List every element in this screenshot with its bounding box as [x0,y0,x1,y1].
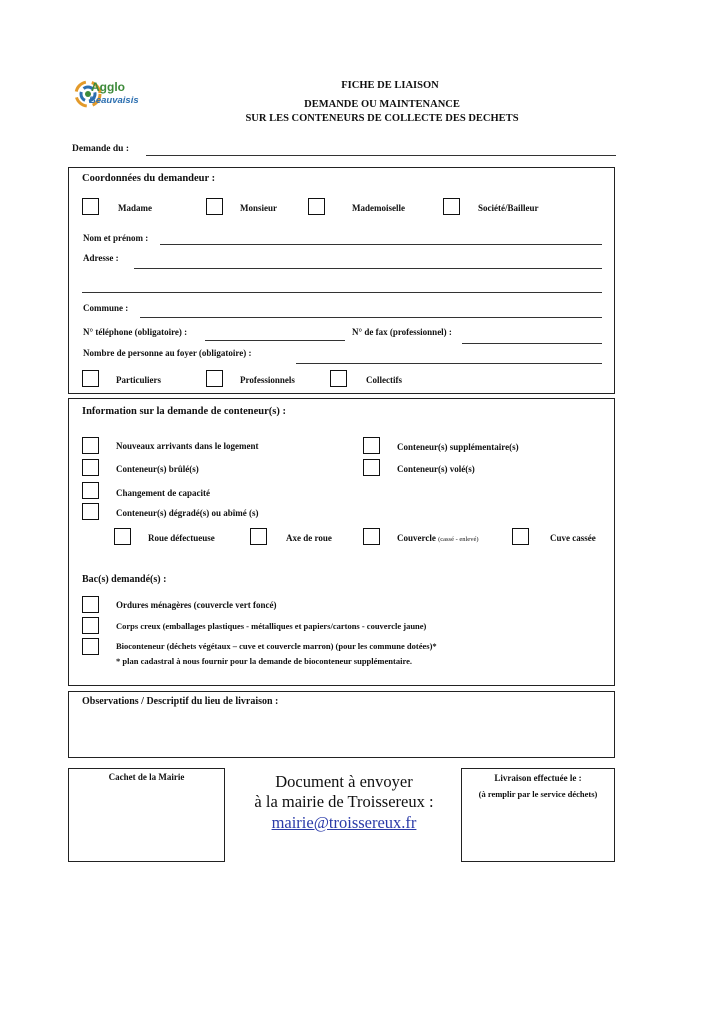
label-particuliers: Particuliers [116,375,161,385]
checkbox-mademoiselle[interactable] [308,198,325,215]
checkbox-bioconteneur[interactable] [82,638,99,655]
checkbox-collectifs[interactable] [330,370,347,387]
bac-title: Bac(s) demandé(s) : [82,574,167,585]
checkbox-supplementaire[interactable] [363,437,380,454]
email-link[interactable]: mairie@troissereux.fr [271,813,417,832]
checkbox-cuve[interactable] [512,528,529,545]
label-mademoiselle: Mademoiselle [352,203,405,213]
header-line1: FICHE DE LIAISON [341,80,439,91]
label-ordures: Ordures ménagères (couvercle vert foncé) [116,600,277,610]
label-couvercle [397,533,479,543]
fax-field[interactable] [462,343,602,344]
checkbox-capacite[interactable] [82,482,99,499]
label-commune: Commune : [83,303,129,313]
checkbox-madame[interactable] [82,198,99,215]
label-vole: Conteneur(s) volé(s) [397,464,475,474]
livraison-note: (à remplir par le service déchets) [478,789,598,799]
label-capacite: Changement de capacité [116,488,210,498]
label-nouveaux-arrivants: Nouveaux arrivants dans le logement [116,441,259,451]
nom-field[interactable] [160,244,602,245]
checkbox-couvercle[interactable] [363,528,380,545]
couvercle-note: (cassé - enlevé) [438,536,479,543]
label-supplementaire: Conteneur(s) supplémentaire(s) [397,442,519,452]
label-professionnels: Professionnels [240,375,295,385]
envoi-message [230,772,458,834]
checkbox-professionnels[interactable] [206,370,223,387]
checkbox-brule[interactable] [82,459,99,476]
observations-title: Observations / Descriptif du lieu de livraison : [82,696,279,707]
label-cuve: Cuve cassée [550,533,596,543]
checkbox-degrade[interactable] [82,503,99,520]
demande-du-label: Demande du : [72,144,130,154]
checkbox-societe[interactable] [443,198,460,215]
coordonnees-section [68,167,615,394]
bac-note: * plan cadastral à nous fournir pour la demande de bioconteneur supplémentaire. [116,656,412,666]
label-collectifs: Collectifs [366,375,402,385]
logo-sub: Beauvaisis [89,95,139,106]
label-telephone: N° téléphone (obligatoire) : [83,327,188,337]
information-title: Information sur la demande de conteneur(s) : [82,406,286,417]
commune-field[interactable] [140,317,602,318]
label-societe: Société/Bailleur [478,203,539,213]
adresse-field-2[interactable] [82,292,602,293]
checkbox-vole[interactable] [363,459,380,476]
label-bioconteneur: Bioconteneur (déchets végétaux – cuve et couvercle marron) (pour les commune dotées)* [116,641,437,651]
label-nom: Nom et prénom : [83,233,149,243]
label-degrade: Conteneur(s) dégradé(s) ou abîmé (s) [116,508,259,518]
checkbox-roue[interactable] [114,528,131,545]
checkbox-corps-creux[interactable] [82,617,99,634]
checkbox-nouveaux-arrivants[interactable] [82,437,99,454]
label-madame: Madame [118,203,152,213]
doc-line1: Document à envoyer [275,772,413,791]
checkbox-particuliers[interactable] [82,370,99,387]
label-roue: Roue défectueuse [148,533,215,543]
header-line3: SUR LES CONTENEURS DE COLLECTE DES DECHETS [245,113,519,124]
label-corps-creux: Corps creux (emballages plastiques - métalliques et papiers/cartons - couvercle jaune) [116,621,427,631]
label-monsieur: Monsieur [240,203,277,213]
header-line2: DEMANDE OU MAINTENANCE [304,99,460,110]
telephone-field[interactable] [205,340,345,341]
checkbox-axe[interactable] [250,528,267,545]
demande-du-field[interactable] [146,155,616,156]
checkbox-monsieur[interactable] [206,198,223,215]
doc-line2: à la mairie de Troissereux : [254,792,434,811]
logo-name: Agglo [91,80,125,94]
livraison-title: Livraison effectuée le : [494,773,582,783]
checkbox-ordures[interactable] [82,596,99,613]
label-axe: Axe de roue [286,533,332,543]
foyer-field[interactable] [296,363,602,364]
label-foyer: Nombre de personne au foyer (obligatoire) : [83,348,252,358]
cachet-label: Cachet de la Mairie [108,772,185,782]
coordonnees-title: Coordonnées du demandeur : [82,173,216,184]
label-fax: N° de fax (professionnel) : [352,327,452,337]
couvercle-text: Couvercle [397,533,436,543]
adresse-field-1[interactable] [134,268,602,269]
label-brule: Conteneur(s) brûlé(s) [116,464,199,474]
label-adresse: Adresse : [83,253,119,263]
cachet-box [68,768,225,862]
